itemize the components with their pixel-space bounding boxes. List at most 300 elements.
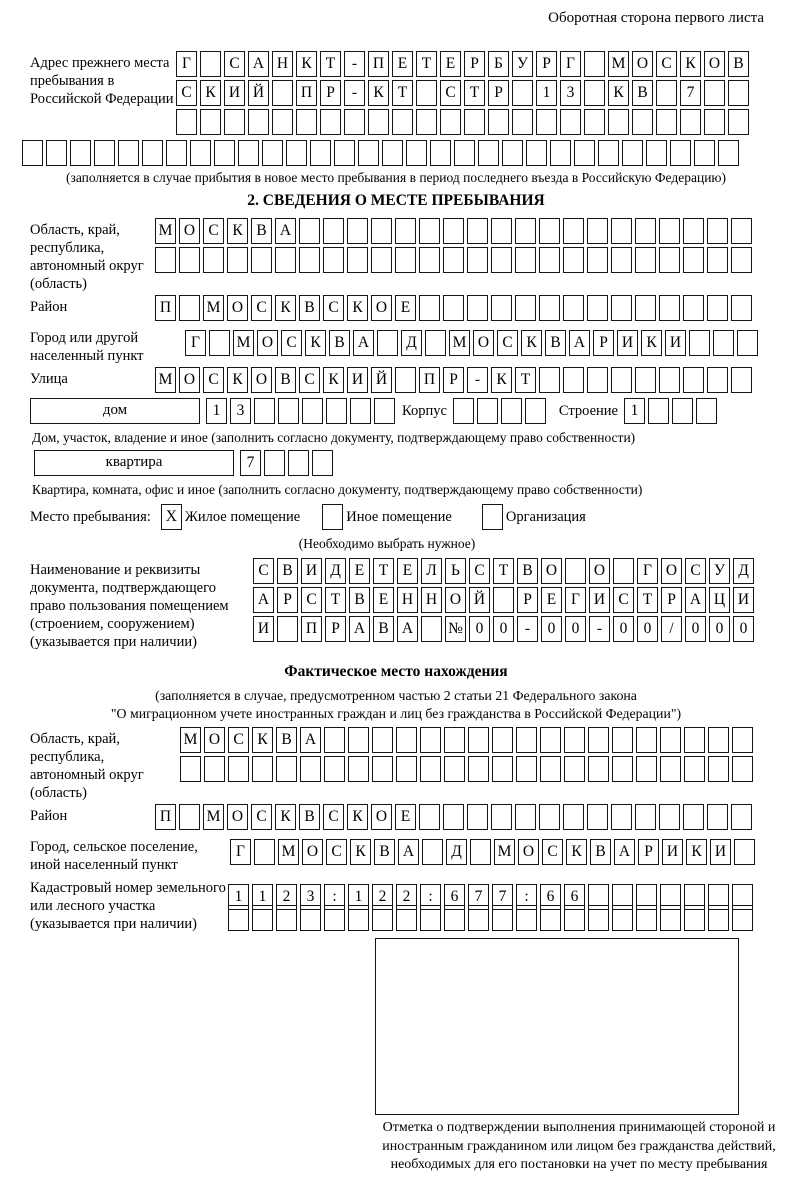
char-cell[interactable] [684, 727, 705, 753]
char-cell[interactable] [482, 504, 503, 530]
char-cell[interactable] [443, 218, 464, 244]
char-cell[interactable]: А [275, 218, 296, 244]
char-cell[interactable] [374, 398, 395, 424]
char-cell[interactable]: Г [565, 587, 586, 613]
char-cell[interactable] [302, 398, 323, 424]
char-cell[interactable] [179, 295, 200, 321]
char-cell[interactable] [731, 218, 752, 244]
char-cell[interactable] [501, 398, 522, 424]
char-cell[interactable]: В [349, 587, 370, 613]
char-cell[interactable] [512, 109, 533, 135]
char-cell[interactable] [563, 804, 584, 830]
char-cell[interactable]: П [301, 616, 322, 642]
char-cell[interactable] [491, 218, 512, 244]
char-cell[interactable] [656, 109, 677, 135]
char-cell[interactable] [416, 109, 437, 135]
char-cell[interactable]: Т [320, 51, 341, 77]
char-cell[interactable]: 1 [252, 884, 273, 910]
char-cell[interactable]: С [228, 727, 249, 753]
char-cell[interactable]: И [301, 558, 322, 584]
char-cell[interactable] [737, 330, 758, 356]
char-cell[interactable] [587, 804, 608, 830]
char-cell[interactable]: 1 [624, 398, 645, 424]
char-cell[interactable]: С [685, 558, 706, 584]
char-cell[interactable] [444, 727, 465, 753]
char-cell[interactable]: 7 [680, 80, 701, 106]
char-cell[interactable] [228, 905, 249, 931]
char-cell[interactable] [732, 905, 753, 931]
char-cell[interactable]: А [253, 587, 274, 613]
char-cell[interactable]: 6 [540, 884, 561, 910]
char-cell[interactable] [324, 756, 345, 782]
char-cell[interactable]: В [277, 558, 298, 584]
char-cell[interactable] [540, 727, 561, 753]
char-cell[interactable]: 0 [493, 616, 514, 642]
char-cell[interactable] [660, 905, 681, 931]
char-cell[interactable] [564, 905, 585, 931]
char-cell[interactable] [430, 140, 451, 166]
char-cell[interactable] [214, 140, 235, 166]
char-cell[interactable]: 6 [564, 884, 585, 910]
char-cell[interactable]: Т [373, 558, 394, 584]
char-cell[interactable] [334, 140, 355, 166]
char-cell[interactable] [563, 247, 584, 273]
char-cell[interactable]: О [371, 295, 392, 321]
char-cell[interactable]: Н [421, 587, 442, 613]
char-cell[interactable]: И [617, 330, 638, 356]
char-cell[interactable]: 0 [733, 616, 754, 642]
char-cell[interactable]: Р [593, 330, 614, 356]
char-cell[interactable] [470, 839, 491, 865]
char-cell[interactable] [70, 140, 91, 166]
char-cell[interactable]: 7 [468, 884, 489, 910]
char-cell[interactable] [416, 80, 437, 106]
char-cell[interactable] [587, 295, 608, 321]
char-cell[interactable] [179, 804, 200, 830]
char-cell[interactable] [611, 295, 632, 321]
apartment-type-box[interactable]: квартира [34, 450, 234, 476]
char-cell[interactable] [728, 109, 749, 135]
char-cell[interactable]: 2 [372, 884, 393, 910]
char-cell[interactable]: С [176, 80, 197, 106]
char-cell[interactable]: У [512, 51, 533, 77]
char-cell[interactable]: Е [392, 51, 413, 77]
char-cell[interactable] [492, 756, 513, 782]
char-cell[interactable]: С [281, 330, 302, 356]
char-cell[interactable] [299, 247, 320, 273]
char-cell[interactable] [632, 109, 653, 135]
char-cell[interactable] [636, 905, 657, 931]
char-cell[interactable] [704, 109, 725, 135]
char-cell[interactable] [491, 247, 512, 273]
char-cell[interactable] [488, 109, 509, 135]
char-cell[interactable] [377, 330, 398, 356]
char-cell[interactable] [392, 109, 413, 135]
char-cell[interactable]: П [155, 804, 176, 830]
char-cell[interactable]: Г [230, 839, 251, 865]
char-cell[interactable] [516, 727, 537, 753]
char-cell[interactable] [254, 398, 275, 424]
char-cell[interactable] [118, 140, 139, 166]
char-cell[interactable] [420, 727, 441, 753]
char-cell[interactable]: М [203, 295, 224, 321]
char-cell[interactable] [718, 140, 739, 166]
char-cell[interactable] [613, 558, 634, 584]
char-cell[interactable]: Е [395, 804, 416, 830]
char-cell[interactable] [564, 756, 585, 782]
char-cell[interactable] [732, 727, 753, 753]
char-cell[interactable]: О [661, 558, 682, 584]
char-cell[interactable] [444, 756, 465, 782]
char-cell[interactable] [324, 727, 345, 753]
char-cell[interactable] [540, 756, 561, 782]
char-cell[interactable] [587, 247, 608, 273]
char-cell[interactable] [176, 109, 197, 135]
char-cell[interactable]: С [224, 51, 245, 77]
char-cell[interactable] [22, 140, 43, 166]
char-cell[interactable]: А [569, 330, 590, 356]
char-cell[interactable]: Е [397, 558, 418, 584]
char-cell[interactable]: Т [493, 558, 514, 584]
char-cell[interactable] [252, 756, 273, 782]
char-cell[interactable]: Р [661, 587, 682, 613]
char-cell[interactable]: С [203, 367, 224, 393]
char-cell[interactable]: Р [464, 51, 485, 77]
char-cell[interactable] [396, 905, 417, 931]
char-cell[interactable]: Е [541, 587, 562, 613]
char-cell[interactable]: К [491, 367, 512, 393]
char-cell[interactable] [348, 756, 369, 782]
char-cell[interactable] [372, 756, 393, 782]
char-cell[interactable] [277, 616, 298, 642]
char-cell[interactable] [296, 109, 317, 135]
char-cell[interactable]: - [517, 616, 538, 642]
char-cell[interactable] [347, 218, 368, 244]
char-cell[interactable] [203, 247, 224, 273]
char-cell[interactable]: В [374, 839, 395, 865]
char-cell[interactable]: Р [488, 80, 509, 106]
char-cell[interactable] [238, 140, 259, 166]
char-cell[interactable]: Г [560, 51, 581, 77]
char-cell[interactable] [584, 109, 605, 135]
char-cell[interactable]: Е [440, 51, 461, 77]
char-cell[interactable] [180, 756, 201, 782]
char-cell[interactable] [464, 109, 485, 135]
char-cell[interactable] [264, 450, 285, 476]
char-cell[interactable]: М [233, 330, 254, 356]
char-cell[interactable]: А [349, 616, 370, 642]
char-cell[interactable]: Г [176, 51, 197, 77]
char-cell[interactable]: 3 [230, 398, 251, 424]
char-cell[interactable] [659, 367, 680, 393]
char-cell[interactable] [684, 756, 705, 782]
char-cell[interactable] [708, 756, 729, 782]
char-cell[interactable]: - [344, 51, 365, 77]
char-cell[interactable]: 2 [276, 884, 297, 910]
char-cell[interactable]: О [257, 330, 278, 356]
char-cell[interactable] [155, 247, 176, 273]
char-cell[interactable]: К [641, 330, 662, 356]
char-cell[interactable] [396, 756, 417, 782]
char-cell[interactable]: О [704, 51, 725, 77]
char-cell[interactable] [468, 756, 489, 782]
char-cell[interactable]: И [733, 587, 754, 613]
char-cell[interactable]: 1 [206, 398, 227, 424]
char-cell[interactable]: М [155, 218, 176, 244]
char-cell[interactable] [611, 218, 632, 244]
char-cell[interactable]: И [589, 587, 610, 613]
char-cell[interactable]: В [276, 727, 297, 753]
char-cell[interactable] [228, 756, 249, 782]
char-cell[interactable] [46, 140, 67, 166]
char-cell[interactable] [611, 804, 632, 830]
char-cell[interactable]: К [227, 367, 248, 393]
char-cell[interactable] [288, 450, 309, 476]
char-cell[interactable]: И [253, 616, 274, 642]
char-cell[interactable]: 0 [469, 616, 490, 642]
char-cell[interactable]: К [305, 330, 326, 356]
char-cell[interactable]: В [373, 616, 394, 642]
char-cell[interactable] [564, 727, 585, 753]
char-cell[interactable] [276, 905, 297, 931]
char-cell[interactable]: Й [248, 80, 269, 106]
char-cell[interactable]: А [398, 839, 419, 865]
char-cell[interactable] [683, 218, 704, 244]
char-cell[interactable] [443, 247, 464, 273]
char-cell[interactable] [454, 140, 475, 166]
char-cell[interactable] [443, 804, 464, 830]
char-cell[interactable]: И [224, 80, 245, 106]
char-cell[interactable] [707, 367, 728, 393]
char-cell[interactable]: А [248, 51, 269, 77]
char-cell[interactable]: М [203, 804, 224, 830]
char-cell[interactable] [190, 140, 211, 166]
char-cell[interactable] [372, 905, 393, 931]
char-cell[interactable]: 1 [228, 884, 249, 910]
char-cell[interactable]: В [590, 839, 611, 865]
char-cell[interactable] [707, 218, 728, 244]
char-cell[interactable]: Т [325, 587, 346, 613]
char-cell[interactable]: С [251, 804, 272, 830]
char-cell[interactable] [406, 140, 427, 166]
char-cell[interactable]: Р [536, 51, 557, 77]
char-cell[interactable]: В [632, 80, 653, 106]
char-cell[interactable] [587, 218, 608, 244]
char-cell[interactable] [525, 398, 546, 424]
char-cell[interactable] [612, 727, 633, 753]
char-cell[interactable] [262, 140, 283, 166]
char-cell[interactable] [491, 804, 512, 830]
char-cell[interactable] [563, 218, 584, 244]
char-cell[interactable] [224, 109, 245, 135]
char-cell[interactable]: В [545, 330, 566, 356]
char-cell[interactable] [419, 295, 440, 321]
char-cell[interactable] [299, 218, 320, 244]
char-cell[interactable] [539, 295, 560, 321]
char-cell[interactable] [491, 295, 512, 321]
char-cell[interactable] [728, 80, 749, 106]
char-cell[interactable] [425, 330, 446, 356]
char-cell[interactable]: 0 [709, 616, 730, 642]
char-cell[interactable]: - [589, 616, 610, 642]
char-cell[interactable]: М [494, 839, 515, 865]
char-cell[interactable]: К [521, 330, 542, 356]
char-cell[interactable] [670, 140, 691, 166]
char-cell[interactable] [286, 140, 307, 166]
char-cell[interactable] [635, 804, 656, 830]
char-cell[interactable]: И [665, 330, 686, 356]
char-cell[interactable]: А [397, 616, 418, 642]
char-cell[interactable]: А [353, 330, 374, 356]
char-cell[interactable] [539, 247, 560, 273]
char-cell[interactable]: № [445, 616, 466, 642]
char-cell[interactable] [622, 140, 643, 166]
char-cell[interactable] [419, 247, 440, 273]
char-cell[interactable]: К [680, 51, 701, 77]
char-cell[interactable] [636, 727, 657, 753]
char-cell[interactable]: Г [185, 330, 206, 356]
char-cell[interactable]: И [662, 839, 683, 865]
char-cell[interactable]: О [541, 558, 562, 584]
char-cell[interactable] [659, 295, 680, 321]
char-cell[interactable]: О [473, 330, 494, 356]
char-cell[interactable]: Т [637, 587, 658, 613]
char-cell[interactable]: К [275, 804, 296, 830]
char-cell[interactable]: П [155, 295, 176, 321]
char-cell[interactable]: К [608, 80, 629, 106]
char-cell[interactable] [612, 905, 633, 931]
char-cell[interactable]: : [420, 884, 441, 910]
char-cell[interactable]: С [613, 587, 634, 613]
char-cell[interactable] [574, 140, 595, 166]
char-cell[interactable]: 0 [637, 616, 658, 642]
char-cell[interactable]: К [368, 80, 389, 106]
char-cell[interactable] [396, 727, 417, 753]
char-cell[interactable] [444, 905, 465, 931]
char-cell[interactable]: 3 [560, 80, 581, 106]
char-cell[interactable] [732, 756, 753, 782]
char-cell[interactable] [251, 247, 272, 273]
char-cell[interactable] [563, 367, 584, 393]
char-cell[interactable] [348, 905, 369, 931]
char-cell[interactable] [731, 367, 752, 393]
char-cell[interactable]: В [329, 330, 350, 356]
char-cell[interactable] [200, 109, 221, 135]
char-cell[interactable] [515, 295, 536, 321]
char-cell[interactable]: О [632, 51, 653, 77]
char-cell[interactable]: К [200, 80, 221, 106]
char-cell[interactable]: 0 [685, 616, 706, 642]
char-cell[interactable] [477, 398, 498, 424]
char-cell[interactable] [672, 398, 693, 424]
char-cell[interactable]: 1 [536, 80, 557, 106]
char-cell[interactable]: К [566, 839, 587, 865]
char-cell[interactable]: Р [325, 616, 346, 642]
char-cell[interactable] [382, 140, 403, 166]
char-cell[interactable] [540, 905, 561, 931]
char-cell[interactable] [635, 367, 656, 393]
char-cell[interactable] [395, 218, 416, 244]
char-cell[interactable] [731, 247, 752, 273]
char-cell[interactable] [94, 140, 115, 166]
char-cell[interactable] [420, 905, 441, 931]
char-cell[interactable] [587, 367, 608, 393]
char-cell[interactable] [707, 295, 728, 321]
char-cell[interactable]: С [497, 330, 518, 356]
char-cell[interactable]: К [227, 218, 248, 244]
char-cell[interactable] [419, 218, 440, 244]
char-cell[interactable] [419, 804, 440, 830]
char-cell[interactable] [440, 109, 461, 135]
char-cell[interactable] [371, 218, 392, 244]
char-cell[interactable] [680, 109, 701, 135]
char-cell[interactable]: И [347, 367, 368, 393]
char-cell[interactable] [276, 756, 297, 782]
char-cell[interactable]: П [296, 80, 317, 106]
char-cell[interactable] [635, 218, 656, 244]
char-cell[interactable] [467, 804, 488, 830]
char-cell[interactable]: Т [392, 80, 413, 106]
char-cell[interactable] [713, 330, 734, 356]
char-cell[interactable]: К [323, 367, 344, 393]
char-cell[interactable] [689, 330, 710, 356]
char-cell[interactable] [300, 756, 321, 782]
char-cell[interactable] [584, 80, 605, 106]
char-cell[interactable] [516, 905, 537, 931]
char-cell[interactable] [684, 905, 705, 931]
char-cell[interactable]: 7 [492, 884, 513, 910]
char-cell[interactable]: С [323, 295, 344, 321]
char-cell[interactable] [515, 804, 536, 830]
char-cell[interactable] [608, 109, 629, 135]
char-cell[interactable] [420, 756, 441, 782]
char-cell[interactable] [707, 804, 728, 830]
char-cell[interactable] [696, 398, 717, 424]
char-cell[interactable]: Д [401, 330, 422, 356]
char-cell[interactable] [539, 367, 560, 393]
char-cell[interactable]: Й [469, 587, 490, 613]
char-cell[interactable] [478, 140, 499, 166]
house-type-box[interactable]: дом [30, 398, 200, 424]
char-cell[interactable] [502, 140, 523, 166]
char-cell[interactable] [704, 80, 725, 106]
char-cell[interactable]: О [179, 218, 200, 244]
char-cell[interactable] [612, 756, 633, 782]
char-cell[interactable] [708, 905, 729, 931]
char-cell[interactable] [323, 247, 344, 273]
char-cell[interactable]: М [155, 367, 176, 393]
char-cell[interactable] [565, 558, 586, 584]
char-cell[interactable] [467, 218, 488, 244]
char-cell[interactable]: С [326, 839, 347, 865]
char-cell[interactable] [611, 247, 632, 273]
char-cell[interactable] [659, 247, 680, 273]
char-cell[interactable]: Р [517, 587, 538, 613]
char-cell[interactable] [395, 367, 416, 393]
char-cell[interactable] [526, 140, 547, 166]
char-cell[interactable]: : [516, 884, 537, 910]
char-cell[interactable]: Г [637, 558, 658, 584]
char-cell[interactable] [204, 756, 225, 782]
char-cell[interactable] [142, 140, 163, 166]
char-cell[interactable] [372, 727, 393, 753]
char-cell[interactable] [443, 295, 464, 321]
char-cell[interactable]: В [728, 51, 749, 77]
char-cell[interactable]: М [449, 330, 470, 356]
char-cell[interactable]: У [709, 558, 730, 584]
char-cell[interactable]: О [518, 839, 539, 865]
char-cell[interactable] [539, 804, 560, 830]
